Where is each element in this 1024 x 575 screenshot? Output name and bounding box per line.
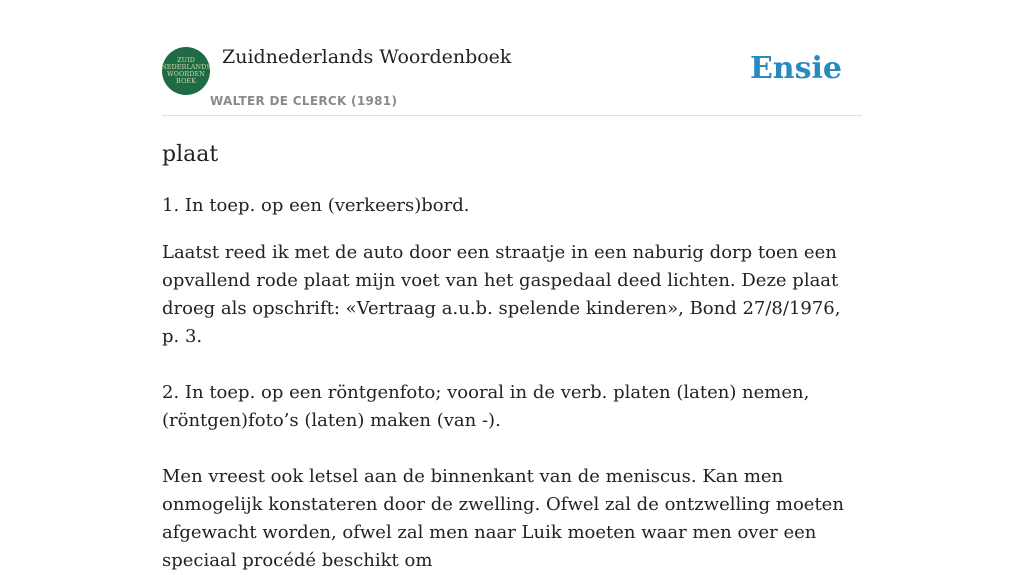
sense-definition: 2. In toep. op een röntgenfoto; vooral in de verb. platen (laten) nemen, (röntgen)foto’s (laten) maken (van -). [162,382,810,431]
dictionary-author: WALTER DE CLERCK (1981) [210,94,398,108]
brand-logo-link[interactable]: Ensie [749,51,842,86]
logo-line: WOORDEN [167,70,205,78]
sense-definition: 1. In toep. op een (verkeers)bord. [162,195,470,216]
citation-quote: Men vreest ook letsel aan de binnenkant van de meniscus. Kan men onmogelijk konstateren door de zwelling. Ofwel zal de ontzwelling moeten afgewacht worden, ofwel zal men naar Luik moeten waar men over een speciaal procédé beschikt om [162,466,844,571]
entry-content [162,140,862,575]
logo-line: ZUID [177,56,195,64]
citation-quote: Laatst reed ik met de auto door een straatje in een naburig dorp toen een opvallend rode plaat mijn voet van het gaspedaal deed lichten. Deze plaat droeg als opschrift: «Vertraag a.u.b. spelende kinderen», Bond 27/8/1976, p. 3. [162,242,841,347]
site-header [162,0,862,116]
dictionary-title[interactable]: Zuidnederlands Woordenboek [222,46,512,68]
dictionary-logo[interactable] [162,47,210,95]
logo-line: NEDERLANDS [161,63,211,71]
headword: plaat [162,142,219,167]
logo-line: BOEK [176,77,196,85]
